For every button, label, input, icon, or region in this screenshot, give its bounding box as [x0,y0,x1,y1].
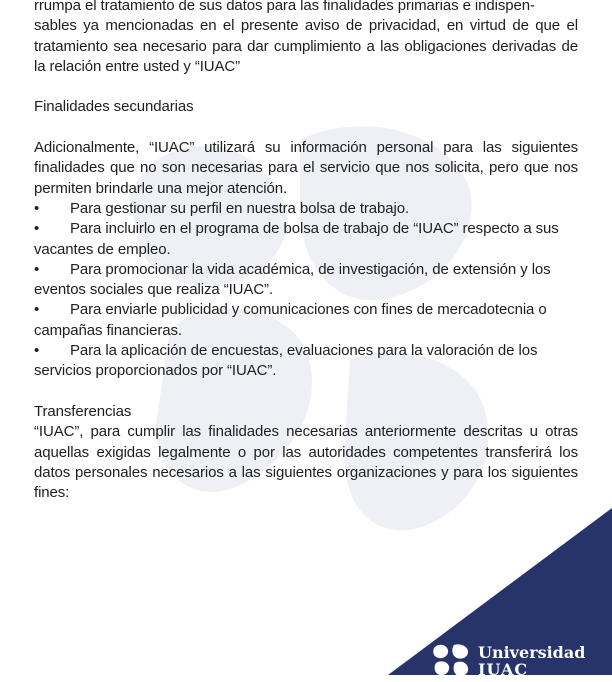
logo-line-1: Universidad [478,643,586,662]
bullet-text: Para la aplicación de encuestas, evaluaciones para la valoración de los [70,342,538,360]
privacy-notice-body [34,0,578,503]
logo-wordmark [478,644,585,678]
bullet-continuation: campañas financieras. [34,321,182,339]
bullet-symbol: • [34,260,40,278]
secondary-purposes-intro: Adicionalmente, “IUAC” utilizará su información personal para las siguientes finalidades que no son necesarias para el servicio que nos solicita, pero que nos permiten brindarle una mejor atención. [34,139,578,197]
bullet-item [34,219,578,239]
university-logo [430,642,590,682]
university-shield-logo-icon [430,642,476,678]
bullet-text: Para incluirlo en el programa de bolsa de trabajo de “IUAC” respecto a sus [70,220,559,238]
bullet-item [34,341,578,361]
bullet-item [34,300,578,320]
logo-line-2: IUAC [478,660,529,679]
bullet-text: Para enviarle publicidad y comunicaciones con fines de mercadotecnia o [70,301,547,319]
bullet-symbol: • [34,220,40,238]
bullet-text: Para gestionar su perfil en nuestra bolsa de trabajo. [70,199,410,217]
intro-line-1: rrumpa el tratamiento de sus datos para las finalidades primarias e indispen- [34,0,535,14]
transfers-paragraph: “IUAC”, para cumplir las finalidades necesarias anteriormente descritas u otras aquellas exigidas legalmente o por las autoridades competentes transferirá los datos personales necesarios a las siguientes organizaciones y para los siguientes fines: [34,423,578,502]
intro-paragraph: sables ya mencionadas en el presente aviso de privacidad, en virtud de que el tratamiento sea necesario para dar cumplimiento a las obligaciones derivadas de la relación entre usted y “IUAC” [34,17,578,75]
bullet-item [34,260,578,280]
bullet-continuation: servicios proporcionados por “IUAC”. [34,362,277,380]
bullet-symbol: • [34,342,40,360]
bullet-item [34,199,578,219]
bullet-symbol: • [34,301,40,319]
bullet-continuation: eventos sociales que realiza “IUAC”. [34,281,274,299]
secondary-purposes-heading: Finalidades secundarias [34,98,194,116]
transfers-heading: Transferencias [34,402,132,420]
bullet-text: Para promocionar la vida académica, de investigación, de extensión y los [70,260,551,278]
bullet-symbol: • [34,199,40,217]
bullet-continuation: vacantes de empleo. [34,240,171,258]
